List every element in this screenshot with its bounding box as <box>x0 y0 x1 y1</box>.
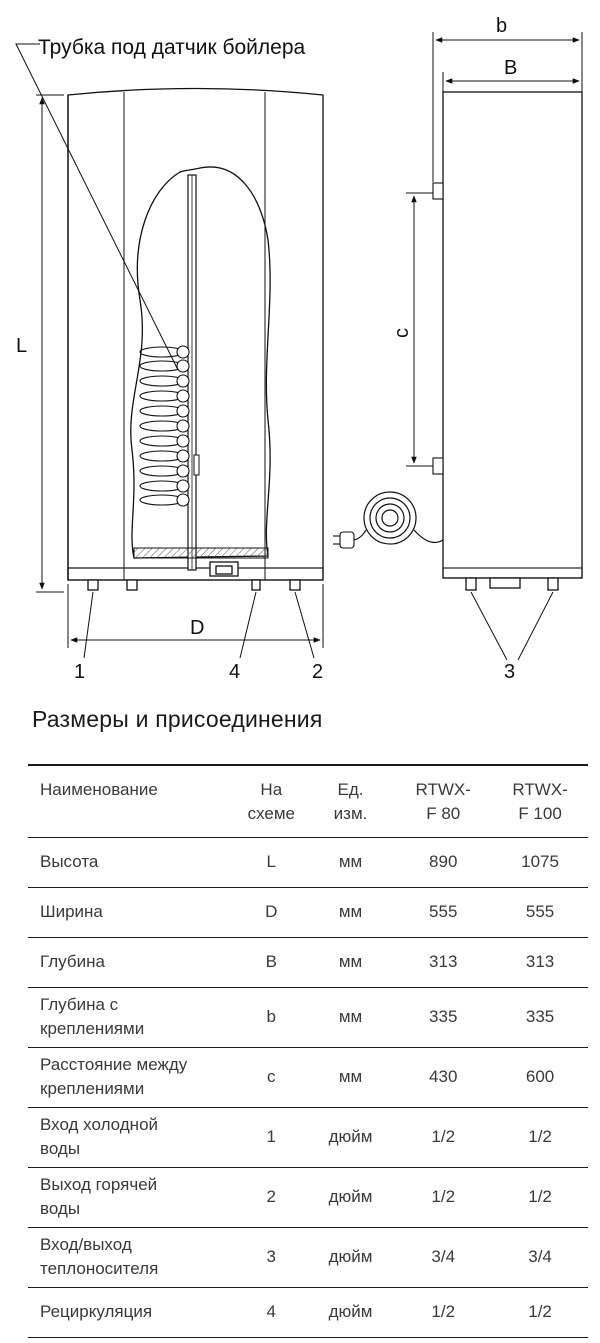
row-value-80: 555 <box>394 887 492 937</box>
row-unit: мм <box>307 837 395 887</box>
power-cord <box>352 492 443 544</box>
header-model-80: RTWX- F 80 <box>394 765 492 837</box>
side-view <box>433 92 582 590</box>
row-value-80: 313 <box>394 937 492 987</box>
row-unit: мм <box>307 887 395 937</box>
row-name: Расстояние между креплениями <box>28 1047 236 1107</box>
row-value-80: 430 <box>394 1047 492 1107</box>
table-row <box>28 987 588 1047</box>
row-name: Рециркуляция <box>28 1287 236 1337</box>
table-row <box>28 937 588 987</box>
row-name: Вход/выход теплоносителя <box>28 1227 236 1287</box>
header-model-100: RTWX- F 100 <box>492 765 588 837</box>
row-name: Вход холодной воды <box>28 1107 236 1167</box>
table-row <box>28 837 588 887</box>
row-value-80: 1/2 <box>394 1287 492 1337</box>
section-title: Размеры и присоединения <box>32 706 323 732</box>
callout-1: 1 <box>74 661 86 683</box>
side-body-outline <box>443 92 582 578</box>
row-value-100: 335 <box>492 987 588 1047</box>
row-scheme: 2 <box>236 1167 307 1227</box>
table-row <box>28 1287 588 1337</box>
tube-sensor-label: Трубка под датчик бойлера <box>38 36 306 59</box>
row-value-100: 600 <box>492 1047 588 1107</box>
row-value-100: 1/2 <box>492 1287 588 1337</box>
row-unit: мм <box>307 987 395 1047</box>
dim-B-label: B <box>504 57 518 79</box>
row-value-100: 313 <box>492 937 588 987</box>
row-value-80: 335 <box>394 987 492 1047</box>
row-scheme: 3 <box>236 1227 307 1287</box>
heat-exchanger-coil <box>140 346 189 506</box>
row-name: Высота <box>28 837 236 887</box>
dim-c-label: c <box>391 328 413 338</box>
header-scheme: На схеме <box>236 765 307 837</box>
callout-4: 4 <box>229 661 241 683</box>
table-header-row <box>28 765 588 837</box>
dimensions-table <box>28 764 588 1338</box>
row-scheme: B <box>236 937 307 987</box>
callout-3: 3 <box>504 661 516 683</box>
row-unit: мм <box>307 937 395 987</box>
header-name: Наименование <box>28 765 236 837</box>
row-scheme: 1 <box>236 1107 307 1167</box>
front-view <box>68 89 323 591</box>
table-row <box>28 1107 588 1167</box>
row-scheme: b <box>236 987 307 1047</box>
row-value-80: 1/2 <box>394 1107 492 1167</box>
row-unit: дюйм <box>307 1227 395 1287</box>
dim-L <box>36 95 64 592</box>
row-value-100: 1075 <box>492 837 588 887</box>
row-unit: дюйм <box>307 1107 395 1167</box>
row-name: Глубина с креплениями <box>28 987 236 1047</box>
table-row <box>28 1227 588 1287</box>
table-row <box>28 1167 588 1227</box>
dim-b-label: b <box>496 15 508 37</box>
callout-2: 2 <box>312 661 324 683</box>
row-unit: дюйм <box>307 1167 395 1227</box>
callout-leaders-side <box>471 592 553 660</box>
row-value-100: 1/2 <box>492 1107 588 1167</box>
row-scheme: 4 <box>236 1287 307 1337</box>
row-scheme: D <box>236 887 307 937</box>
table-row <box>28 1047 588 1107</box>
plug-icon <box>333 532 354 548</box>
header-unit: Ед. изм. <box>307 765 395 837</box>
dim-D-label: D <box>190 617 205 639</box>
row-value-80: 1/2 <box>394 1167 492 1227</box>
row-value-100: 1/2 <box>492 1167 588 1227</box>
row-unit: мм <box>307 1047 395 1107</box>
row-scheme: c <box>236 1047 307 1107</box>
row-scheme: L <box>236 837 307 887</box>
row-value-100: 3/4 <box>492 1227 588 1287</box>
row-value-100: 555 <box>492 887 588 937</box>
dim-L-label: L <box>16 335 28 357</box>
row-value-80: 3/4 <box>394 1227 492 1287</box>
row-name: Выход горячей воды <box>28 1167 236 1227</box>
row-unit: дюйм <box>307 1287 395 1337</box>
row-name: Глубина <box>28 937 236 987</box>
table-row <box>28 887 588 937</box>
cutaway-window <box>131 167 270 558</box>
dim-b-B <box>433 32 582 182</box>
row-value-80: 890 <box>394 837 492 887</box>
row-name: Ширина <box>28 887 236 937</box>
